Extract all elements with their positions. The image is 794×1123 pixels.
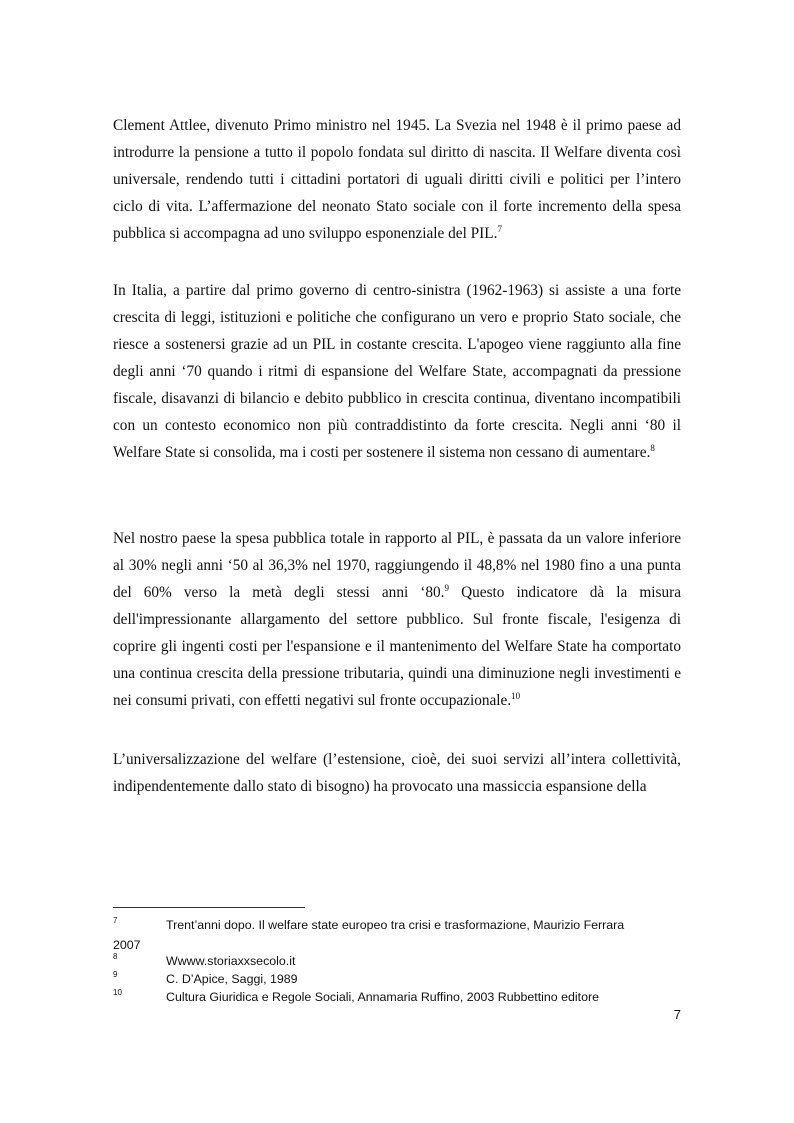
- footnote-text: Cultura Giuridica e Regole Sociali, Annamaria Ruffino, 2003 Rubbettino editore: [166, 990, 600, 1004]
- footnote: [113, 915, 683, 955]
- paragraph-text: In Italia, a partire dal primo governo di centro-sinistra (1962-1963) si assiste a una forte crescita di leggi, istituzioni e politiche che configurano un vero e proprio Stato sociale, che riesce a sostenersi grazie ad un PIL in costante crescita. L'apogeo viene raggiunto alla fine degli anni ‘70 quando i ritmi di espansione del Welfare State, accompagnati da pressione fiscale, disavanzi di bilancio e debito pubblico in crescita continua, diventano incompatibili con un contesto economico non più contraddistinto da forte crescita. Negli anni ‘80 il Welfare State si consolida, ma i costi per sostenere il sistema non cessano di aumentare.: [113, 282, 681, 461]
- paragraph-text: Nel nostro paese la spesa pubblica totale in rapporto al PIL, è passata da un valore inferiore al 30% negli anni ‘50 al 36,3% nel 1970, raggiungendo il 48,8% nel 1980 fino a una punta del 60% verso la metà degli stessi anni ‘80.: [113, 530, 681, 601]
- footnote-reference[interactable]: 9: [444, 582, 450, 593]
- footnote-text-continuation: 2007: [113, 938, 141, 952]
- page-number: 7: [673, 1007, 681, 1022]
- footnote-number: 8: [113, 952, 118, 961]
- body-paragraph: [113, 277, 681, 466]
- paragraph-text: Clement Attlee, divenuto Primo ministro nel 1945. La Svezia nel 1948 è il primo paese ad introdurre la pensione a tutto il popolo fondata sul diritto di nascita. Il Welfare diventa così universale, rendendo tutti i cittadini portatori di uguali diritti civili e politici per l’intero ciclo di vita. L’affermazione del neonato Stato sociale con il forte incremento della spesa pubblica si accompagna ad uno sviluppo esponenziale del PIL.: [113, 117, 681, 242]
- footnote-number: 10: [113, 988, 122, 997]
- paragraph-text: Questo indicatore dà la misura dell'impressionante allargamento del settore pubblico. Sul fronte fiscale, l'esigenza di coprire gli ingenti costi per l'espansione e il mantenimento del Welfare State ha comportato una continua crescita della pressione tributaria, quindi una diminuzione negli investimenti e nei consumi privati, con effetti negativi sul fronte occupazionale.: [113, 584, 681, 709]
- footnote-reference[interactable]: 10: [511, 690, 521, 701]
- footnote-number: 9: [113, 970, 118, 979]
- body-paragraph: [113, 746, 681, 800]
- paragraph-text: L’universalizzazione del welfare (l’estensione, cioè, dei suoi servizi all’intera collettività, indipendentemente dallo stato di bisogno) ha provocato una massiccia espansione della: [113, 751, 681, 795]
- footnote-reference[interactable]: 8: [650, 442, 655, 453]
- footnote: [113, 951, 683, 971]
- footnote-reference[interactable]: 7: [497, 223, 502, 234]
- footnote-text: Trent’anni dopo. Il welfare state europeo tra crisi e trasformazione, Maurizio Ferrara: [166, 918, 625, 932]
- footnote: [113, 969, 683, 989]
- footnote: [113, 987, 683, 1007]
- body-paragraph: [113, 525, 681, 714]
- body-paragraph: [113, 112, 681, 247]
- footnote-link[interactable]: Wwww.storiaxxsecolo.it: [166, 954, 296, 968]
- footnote-separator: [113, 907, 305, 908]
- footnote-text: C. D’Apice, Saggi, 1989: [166, 972, 298, 986]
- footnote-number: 7: [113, 916, 118, 925]
